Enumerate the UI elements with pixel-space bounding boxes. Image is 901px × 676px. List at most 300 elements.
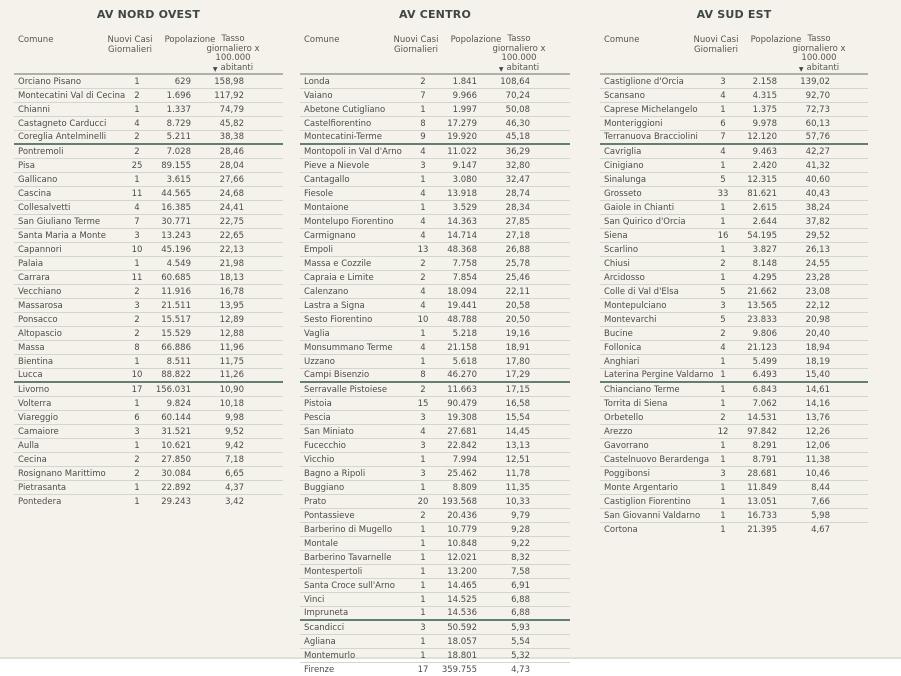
cell-tasso: 4,67 (811, 524, 830, 535)
cell-nuovi-casi: 1 (720, 510, 726, 521)
cell-comune: Chiusi (604, 258, 630, 269)
cell-nuovi-casi: 1 (134, 356, 140, 367)
cell-comune: Pescia (304, 412, 331, 423)
table-row[interactable] (300, 383, 570, 397)
cell-tasso: 20,50 (505, 314, 530, 325)
table-row[interactable] (600, 271, 868, 285)
table-row[interactable] (600, 201, 868, 215)
cell-nuovi-casi: 1 (720, 272, 726, 283)
table-row[interactable] (300, 579, 570, 593)
cell-comune: Vecchiano (18, 286, 62, 297)
cell-popolazione: 22.842 (447, 440, 477, 451)
cell-nuovi-casi: 1 (134, 174, 140, 185)
column-header-comune[interactable]: Comune (604, 35, 640, 45)
table-row[interactable] (300, 271, 570, 285)
cell-tasso: 117,92 (214, 90, 244, 101)
cell-nuovi-casi: 1 (720, 216, 726, 227)
table-row[interactable] (14, 159, 283, 173)
cell-nuovi-casi: 4 (420, 286, 426, 297)
table-row[interactable] (600, 355, 868, 369)
table-row[interactable] (14, 355, 283, 369)
cell-comune: Montepulciano (604, 300, 667, 311)
cell-nuovi-casi: 10 (417, 314, 429, 325)
cell-tasso: 28,74 (505, 188, 530, 199)
table-header (600, 35, 868, 75)
cell-nuovi-casi: 1 (720, 482, 726, 493)
cell-popolazione: 20.436 (447, 510, 477, 521)
column-header-nuovi-casi[interactable]: Nuovi Casi Giornalieri (393, 35, 439, 55)
cell-popolazione: 9.966 (452, 90, 477, 101)
cell-comune: Pisa (18, 160, 35, 171)
cell-comune: Poggibonsi (604, 468, 650, 479)
cell-popolazione: 60.144 (161, 412, 191, 423)
table-row[interactable] (14, 103, 283, 117)
cell-popolazione: 14.363 (447, 216, 477, 227)
cell-comune: Siena (604, 230, 628, 241)
cell-tasso: 11,78 (505, 468, 530, 479)
cell-comune: Montevarchi (604, 314, 657, 325)
cell-comune: Castelnuovo Berardenga (604, 454, 710, 465)
cell-popolazione: 21.511 (161, 300, 191, 311)
table-row[interactable] (14, 495, 283, 508)
sort-descending-icon[interactable]: ▼ (798, 65, 804, 73)
table-row[interactable] (300, 607, 570, 621)
cell-popolazione: 7.028 (166, 146, 191, 157)
cell-nuovi-casi: 4 (720, 342, 726, 353)
cell-tasso: 38,38 (219, 132, 244, 142)
column-header-nuovi-casi[interactable]: Nuovi Casi Giornalieri (693, 35, 739, 55)
table-row[interactable] (300, 453, 570, 467)
table-row[interactable] (14, 257, 283, 271)
cell-nuovi-casi: 5 (720, 174, 726, 185)
cell-tasso: 14,16 (805, 398, 830, 409)
table-row[interactable] (300, 187, 570, 201)
cell-nuovi-casi: 1 (720, 202, 726, 213)
column-header-popolazione[interactable]: Popolazione (164, 35, 216, 45)
cell-nuovi-casi: 1 (420, 608, 426, 618)
cell-nuovi-casi: 1 (134, 440, 140, 451)
cell-popolazione: 1.337 (166, 104, 191, 115)
table-row[interactable] (600, 187, 868, 201)
cell-popolazione: 13.565 (747, 300, 777, 311)
cell-tasso: 28,04 (219, 160, 244, 171)
table-row[interactable] (600, 509, 868, 523)
cell-nuovi-casi: 16 (717, 230, 729, 241)
cell-popolazione: 19.920 (447, 132, 477, 142)
cell-popolazione: 9.147 (452, 160, 477, 171)
cell-popolazione: 54.195 (747, 230, 777, 241)
table-row[interactable] (600, 495, 868, 509)
cell-nuovi-casi: 1 (420, 482, 426, 493)
table-row[interactable] (300, 355, 570, 369)
table-row[interactable] (14, 229, 283, 243)
column-header-popolazione[interactable]: Popolazione (450, 35, 502, 45)
cell-comune: Scandicci (304, 622, 345, 633)
cell-comune: Pontassieve (304, 510, 355, 521)
cell-comune: Monsummano Terme (304, 342, 393, 353)
cell-nuovi-casi: 2 (134, 328, 140, 339)
cell-popolazione: 7.994 (452, 454, 477, 465)
table-row[interactable] (300, 243, 570, 257)
cell-tasso: 60,13 (805, 118, 830, 129)
cell-nuovi-casi: 2 (134, 146, 140, 157)
table-row[interactable] (14, 453, 283, 467)
table-row[interactable] (600, 215, 868, 229)
table-row[interactable] (14, 173, 283, 187)
cell-comune: Montaione (304, 202, 349, 213)
cell-popolazione: 18.057 (447, 636, 477, 647)
cell-tasso: 10,90 (219, 384, 244, 395)
table-row[interactable] (14, 187, 283, 201)
cell-comune: San Miniato (304, 426, 354, 437)
cell-comune: Castiglion Fiorentino (604, 496, 691, 507)
table-row[interactable] (300, 411, 570, 425)
cell-comune: San Giuliano Terme (18, 216, 101, 227)
cell-popolazione: 1.997 (452, 104, 477, 115)
cell-tasso: 16,58 (505, 398, 530, 409)
table-row[interactable] (300, 215, 570, 229)
cell-nuovi-casi: 33 (717, 188, 729, 199)
table-row[interactable] (600, 299, 868, 313)
table-row[interactable] (300, 565, 570, 579)
cell-comune: Serravalle Pistoiese (304, 384, 388, 395)
cell-tasso: 9,52 (225, 426, 244, 437)
cell-nuovi-casi: 1 (420, 454, 426, 465)
cell-nuovi-casi: 3 (720, 76, 726, 87)
table-row[interactable] (300, 313, 570, 327)
table-row[interactable] (300, 159, 570, 173)
cell-comune: Campi Bisenzio (304, 370, 370, 380)
cell-comune: Barberino Tavarnelle (304, 552, 392, 563)
cell-popolazione: 6.493 (752, 370, 777, 380)
cell-comune: Grosseto (604, 188, 642, 199)
table-row[interactable] (14, 411, 283, 425)
table-row[interactable] (14, 75, 283, 89)
cell-nuovi-casi: 1 (420, 174, 426, 185)
cell-comune: Montespertoli (304, 566, 363, 577)
column-header-comune[interactable]: Comune (18, 35, 54, 45)
table-row[interactable] (14, 369, 283, 383)
cell-nuovi-casi: 1 (420, 552, 426, 563)
table-row[interactable] (600, 159, 868, 173)
table-row[interactable] (600, 369, 868, 383)
table-row[interactable] (14, 299, 283, 313)
table-row[interactable] (14, 327, 283, 341)
table-row[interactable] (14, 425, 283, 439)
cell-popolazione: 5.218 (452, 328, 477, 339)
table-row[interactable] (600, 383, 868, 397)
table-row[interactable] (14, 145, 283, 159)
cell-comune: Palaia (18, 258, 44, 269)
cell-tasso: 41,32 (805, 160, 830, 171)
cell-popolazione: 9.824 (166, 398, 191, 409)
table-row[interactable] (600, 411, 868, 425)
table-row[interactable] (600, 481, 868, 495)
cell-nuovi-casi: 3 (134, 300, 140, 311)
table-row[interactable] (300, 439, 570, 453)
cell-comune: Lucca (18, 370, 43, 380)
table-row[interactable] (14, 383, 283, 397)
cell-tasso: 37,82 (805, 216, 830, 227)
cell-comune: Colle di Val d'Elsa (604, 286, 679, 297)
cell-tasso: 12,06 (805, 440, 830, 451)
table-row[interactable] (600, 103, 868, 117)
column-header-tasso[interactable]: Tasso giornaliero x 100.000 ▼ abitanti (206, 34, 260, 73)
cell-tasso: 12,51 (505, 454, 530, 465)
cell-popolazione: 15.529 (161, 328, 191, 339)
table-row[interactable] (300, 425, 570, 439)
cell-popolazione: 89.155 (161, 160, 191, 171)
cell-tasso: 8,44 (811, 482, 830, 493)
cell-popolazione: 12.120 (747, 132, 777, 142)
cell-tasso: 11,96 (219, 342, 244, 353)
cell-nuovi-casi: 7 (720, 132, 726, 142)
cell-comune: Agliana (304, 636, 336, 647)
table-row[interactable] (300, 495, 570, 509)
cell-popolazione: 11.849 (747, 482, 777, 493)
cell-comune: Londa (304, 76, 330, 87)
cell-nuovi-casi: 5 (720, 286, 726, 297)
cell-nuovi-casi: 3 (134, 230, 140, 241)
cell-comune: Aulla (18, 440, 40, 451)
table-row[interactable] (14, 313, 283, 327)
table-row[interactable] (300, 229, 570, 243)
table-row[interactable] (600, 173, 868, 187)
cell-popolazione: 8.291 (752, 440, 777, 451)
table-row[interactable] (600, 439, 868, 453)
column-header-tasso[interactable]: Tasso giornaliero x 100.000 ▼ abitanti (492, 34, 546, 73)
cell-popolazione: 21.123 (747, 342, 777, 353)
cell-tasso: 8,32 (511, 552, 530, 563)
table-row[interactable] (300, 285, 570, 299)
cell-popolazione: 9.978 (752, 118, 777, 129)
table-row[interactable] (600, 89, 868, 103)
cell-tasso: 3,42 (225, 496, 244, 507)
cell-comune: Capannori (18, 244, 62, 255)
table-row[interactable] (600, 327, 868, 341)
table-row[interactable] (600, 243, 868, 257)
table-row[interactable] (300, 635, 570, 649)
table-row[interactable] (300, 131, 570, 145)
table-row[interactable] (14, 439, 283, 453)
cell-tasso: 50,08 (505, 104, 530, 115)
cell-nuovi-casi: 1 (720, 244, 726, 255)
cell-comune: Santa Croce sull'Arno (304, 580, 395, 591)
table-row[interactable] (300, 173, 570, 187)
cell-popolazione: 10.848 (447, 538, 477, 549)
cell-popolazione: 23.833 (747, 314, 777, 325)
table-row[interactable] (300, 663, 570, 676)
cell-comune: Montopoli in Val d'Arno (304, 146, 402, 157)
cell-nuovi-casi: 3 (420, 412, 426, 423)
cell-comune: Follonica (604, 342, 642, 353)
cell-nuovi-casi: 1 (720, 104, 726, 115)
table-row[interactable] (300, 103, 570, 117)
cell-popolazione: 11.663 (447, 384, 477, 395)
table-row[interactable] (14, 89, 283, 103)
table-title: AV SUD EST (696, 8, 772, 21)
table-row[interactable] (14, 271, 283, 285)
table-row[interactable] (600, 397, 868, 411)
cell-nuovi-casi: 1 (420, 524, 426, 535)
table-row[interactable] (300, 341, 570, 355)
table-row[interactable] (300, 481, 570, 495)
table-row[interactable] (300, 369, 570, 383)
table-row[interactable] (300, 551, 570, 565)
table-row[interactable] (600, 131, 868, 145)
table-row[interactable] (300, 75, 570, 89)
table-row[interactable] (600, 467, 868, 481)
cell-tasso: 20,40 (805, 328, 830, 339)
table-row[interactable] (14, 285, 283, 299)
cell-comune: Calenzano (304, 286, 349, 297)
cell-nuovi-casi: 8 (134, 342, 140, 353)
table-row[interactable] (14, 341, 283, 355)
table-row[interactable] (600, 75, 868, 89)
cell-nuovi-casi: 3 (420, 440, 426, 451)
table-row[interactable] (600, 341, 868, 355)
cell-nuovi-casi: 1 (720, 370, 726, 380)
cell-tasso: 29,52 (805, 230, 830, 241)
cell-popolazione: 48.368 (447, 244, 477, 255)
cell-nuovi-casi: 1 (420, 104, 426, 115)
table-row[interactable] (14, 117, 283, 131)
table-row[interactable] (14, 215, 283, 229)
cell-nuovi-casi: 2 (420, 258, 426, 269)
cell-popolazione: 13.200 (447, 566, 477, 577)
table-row[interactable] (300, 257, 570, 271)
cell-comune: Coreglia Antelminelli (18, 132, 107, 142)
table-row[interactable] (300, 467, 570, 481)
table-row[interactable] (600, 453, 868, 467)
table-row[interactable] (14, 481, 283, 495)
cell-popolazione: 3.827 (752, 244, 777, 255)
cell-nuovi-casi: 1 (720, 496, 726, 507)
table-row[interactable] (14, 243, 283, 257)
sort-descending-icon[interactable]: ▼ (498, 65, 504, 73)
cell-tasso: 22,13 (219, 244, 244, 255)
cell-comune: Abetone Cutigliano (304, 104, 386, 115)
cell-tasso: 13,13 (505, 440, 530, 451)
table-row[interactable] (600, 285, 868, 299)
cell-nuovi-casi: 1 (720, 524, 726, 535)
cell-nuovi-casi: 4 (420, 230, 426, 241)
table-row[interactable] (600, 117, 868, 131)
table-row[interactable] (300, 621, 570, 635)
cell-tasso: 36,29 (505, 146, 530, 157)
table-row[interactable] (300, 509, 570, 523)
column-header-tasso[interactable]: Tasso giornaliero x 100.000 ▼ abitanti (792, 34, 846, 73)
cell-popolazione: 359.755 (441, 664, 477, 675)
cell-nuovi-casi: 2 (420, 76, 426, 87)
table-row[interactable] (300, 89, 570, 103)
cell-popolazione: 97.842 (747, 426, 777, 437)
column-header-nuovi-casi[interactable]: Nuovi Casi Giornalieri (107, 35, 153, 55)
cell-tasso: 18,91 (505, 342, 530, 353)
cell-popolazione: 12.315 (747, 174, 777, 185)
table-row[interactable] (300, 523, 570, 537)
cell-nuovi-casi: 7 (134, 216, 140, 227)
table-row[interactable] (300, 397, 570, 411)
table-row[interactable] (300, 299, 570, 313)
cell-popolazione: 2.158 (752, 76, 777, 87)
cell-comune: Santa Maria a Monte (18, 230, 106, 241)
cell-popolazione: 30.084 (161, 468, 191, 479)
cell-comune: Cinigiano (604, 160, 644, 171)
column-header-popolazione[interactable]: Popolazione (750, 35, 802, 45)
cell-popolazione: 2.420 (752, 160, 777, 171)
cell-popolazione: 15.517 (161, 314, 191, 325)
cell-comune: Castiglione d'Orcia (604, 76, 684, 87)
table-row[interactable] (14, 467, 283, 481)
table-row[interactable] (300, 117, 570, 131)
cell-comune: Montelupo Fiorentino (304, 216, 394, 227)
cell-tasso: 40,60 (805, 174, 830, 185)
table-row[interactable] (600, 257, 868, 271)
table-row[interactable] (600, 523, 868, 536)
cell-nuovi-casi: 10 (131, 244, 143, 255)
sort-descending-icon[interactable]: ▼ (212, 65, 218, 73)
table-row[interactable] (300, 593, 570, 607)
cell-nuovi-casi: 3 (720, 300, 726, 311)
table-row[interactable] (600, 229, 868, 243)
cell-popolazione: 4.549 (166, 258, 191, 269)
cell-popolazione: 4.295 (752, 272, 777, 283)
table-row[interactable] (300, 649, 570, 663)
table-row[interactable] (600, 145, 868, 159)
cell-popolazione: 629 (174, 76, 191, 87)
table-row[interactable] (600, 425, 868, 439)
cell-comune: Pistoia (304, 398, 332, 409)
cell-tasso: 92,70 (805, 90, 830, 101)
cell-tasso: 45,18 (505, 132, 530, 142)
cell-popolazione: 28.681 (747, 468, 777, 479)
cell-nuovi-casi: 1 (720, 454, 726, 465)
cell-comune: Torrita di Siena (604, 398, 668, 409)
table-row[interactable] (14, 201, 283, 215)
table-title: AV NORD OVEST (96, 8, 201, 21)
table-row[interactable] (14, 131, 283, 145)
cell-tasso: 12,89 (219, 314, 244, 325)
table-row[interactable] (300, 201, 570, 215)
cell-comune: Montemurlo (304, 650, 356, 661)
cell-nuovi-casi: 4 (134, 202, 140, 213)
cell-nuovi-casi: 1 (420, 202, 426, 213)
table-row[interactable] (300, 537, 570, 551)
cell-tasso: 70,24 (505, 90, 530, 101)
cell-popolazione: 31.521 (161, 426, 191, 437)
table-row[interactable] (300, 327, 570, 341)
cell-tasso: 10,18 (219, 398, 244, 409)
table-row[interactable] (14, 397, 283, 411)
cell-popolazione: 13.243 (161, 230, 191, 241)
cell-popolazione: 88.822 (161, 370, 191, 380)
cell-nuovi-casi: 5 (720, 314, 726, 325)
column-header-comune[interactable]: Comune (304, 35, 340, 45)
cell-comune: Monteriggioni (604, 118, 663, 129)
cell-popolazione: 14.531 (747, 412, 777, 423)
cell-tasso: 12,26 (805, 426, 830, 437)
cell-popolazione: 8.809 (452, 482, 477, 493)
table-row[interactable] (300, 145, 570, 159)
cell-tasso: 22,75 (219, 216, 244, 227)
cell-nuovi-casi: 17 (131, 384, 143, 395)
cell-tasso: 5,54 (511, 636, 530, 647)
table-row[interactable] (600, 313, 868, 327)
cell-nuovi-casi: 25 (131, 160, 143, 171)
cell-tasso: 15,54 (505, 412, 530, 423)
cell-nuovi-casi: 7 (420, 90, 426, 101)
